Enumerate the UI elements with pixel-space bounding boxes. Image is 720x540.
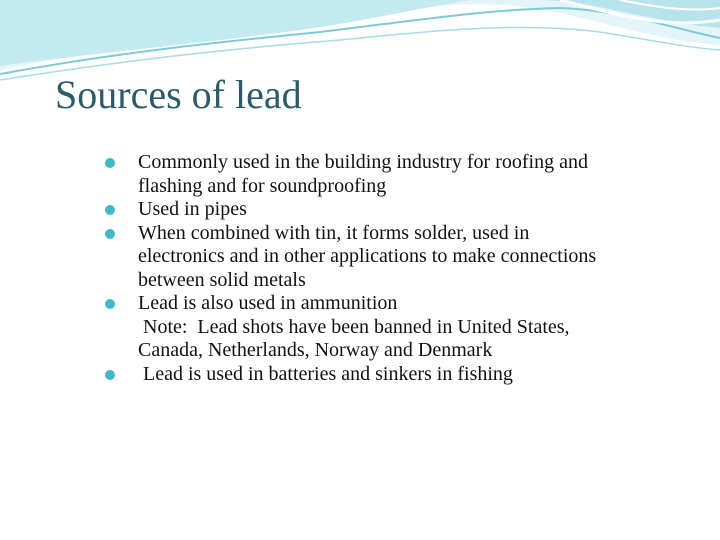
bullet-dot-icon: [105, 205, 115, 215]
note-text: Note: Lead shots have been banned in United States, Canada, Netherlands, Norway and Denmark: [138, 315, 575, 361]
bullet-text: When combined with tin, it forms solder, used in electronics and in other applications to make connections between solid metals: [138, 221, 597, 291]
bullet-item: [101, 222, 601, 293]
note-item: [101, 316, 601, 363]
bullet-dot-icon: [105, 370, 115, 380]
bullet-dot-icon: [105, 229, 115, 239]
bullet-item: [101, 292, 601, 316]
slide-title: Sources of lead: [55, 72, 302, 117]
bullet-item: [101, 151, 601, 198]
bullet-dot-icon: [105, 299, 115, 309]
bullet-item: [101, 363, 601, 387]
bullet-list: [101, 151, 601, 386]
wave-band-mid: [0, 0, 470, 66]
bullet-dot-icon: [105, 158, 115, 168]
bullet-text: Used in pipes: [138, 198, 247, 220]
bullet-text: Lead is used in batteries and sinkers in fishing: [138, 362, 513, 385]
bullet-text: Lead is also used in ammunition: [138, 292, 398, 314]
bullet-text: Commonly used in the building industry for roofing and flashing and for soundproofing: [138, 151, 588, 197]
bullet-item: [101, 198, 601, 222]
